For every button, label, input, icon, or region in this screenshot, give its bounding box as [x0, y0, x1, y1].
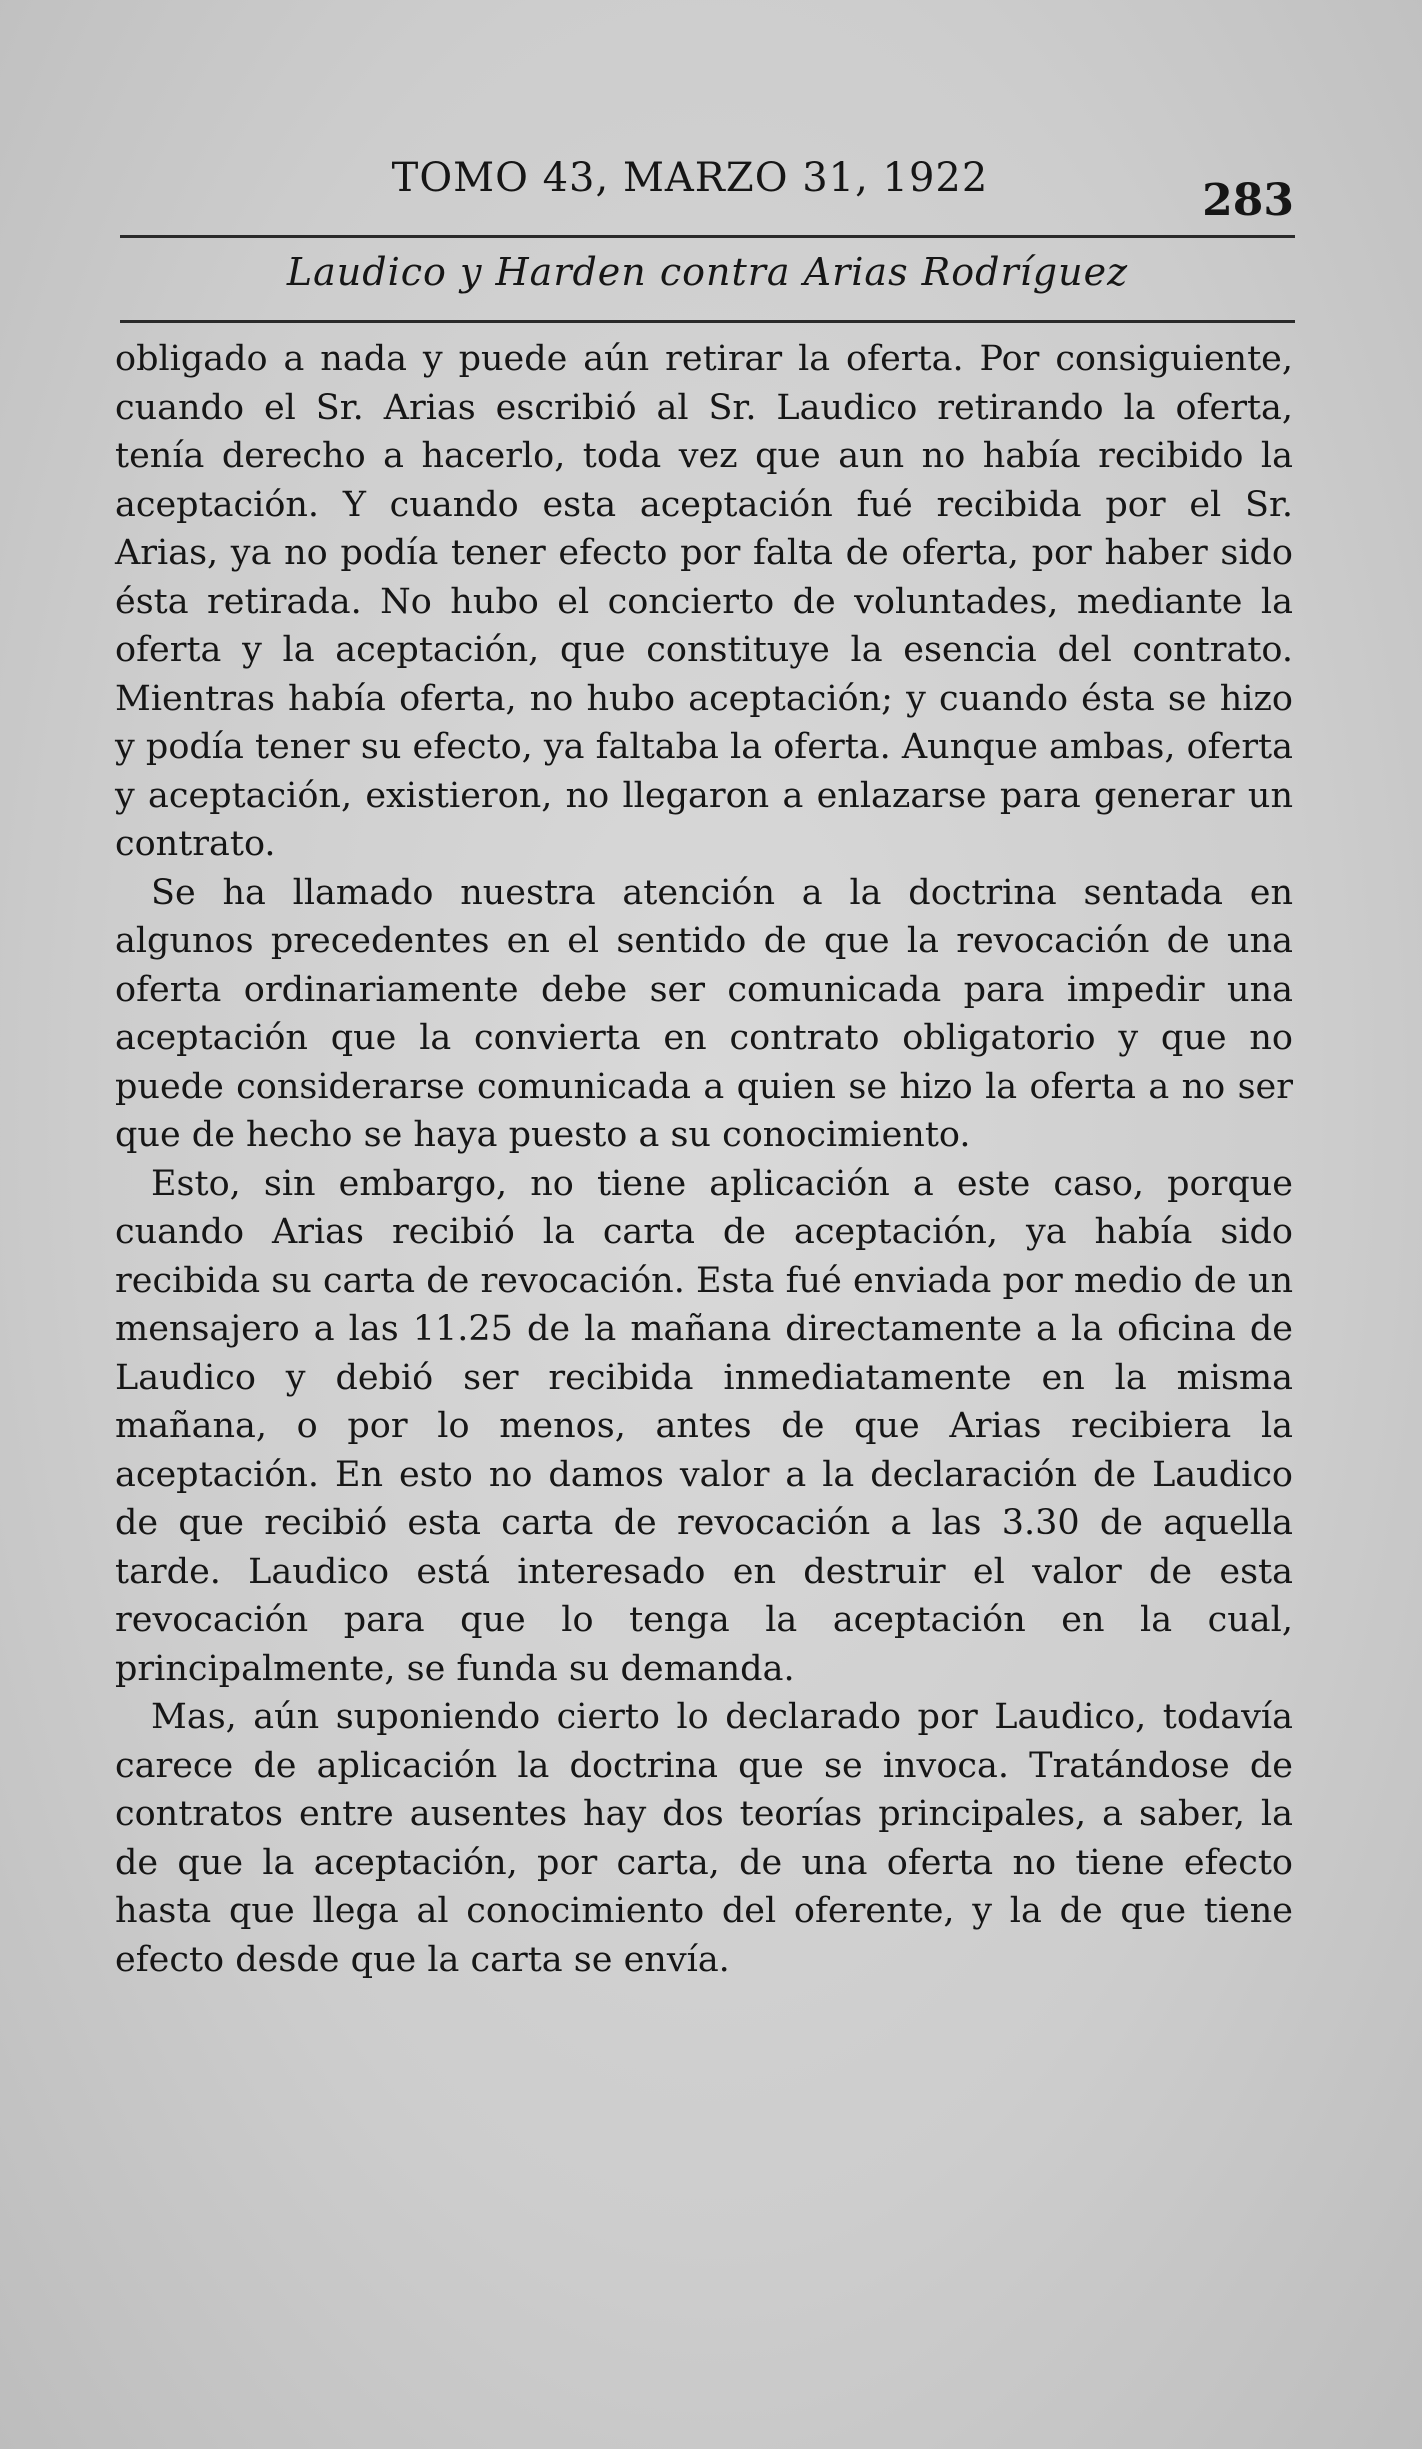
paragraph-3: Esto, sin embargo, no tiene aplicación a este caso, porque cuando Arias recibió la carta de aceptación, ya había sido recibida su carta de revocación. Esta fué enviada por medio de un mensajero a las 11.25 de la mañana directamente a la oficina de Laudico y debió ser recibida inmediatamente en la misma mañana, o por lo menos, antes de que Arias recibiera la aceptación. En esto no damos valor a la declaración de Laudico de que recibió esta carta de revocación a las 3.30 de aquella tarde. Laudico está interesado en destruir el valor de esta revocación para que lo tenga la aceptación en la cual, principalmente, se funda su demanda. — [115, 1163, 1293, 1689]
body-text — [115, 335, 1293, 1984]
paragraph-4: Mas, aún suponiendo cierto lo declarado por Laudico, todavía carece de aplicación la doctrina que se invoca. Tratándose de contratos entre ausentes hay dos teorías principales, a saber, la de que la aceptación, por carta, de una oferta no tiene efecto hasta que llega al conocimiento del oferente, y la de que tiene efecto desde que la carta se envía. — [115, 1697, 1293, 1980]
running-head: TOMO 43, MARZO 31, 1922 — [391, 155, 989, 201]
case-title: Laudico y Harden contra Arias Rodríguez — [286, 250, 1129, 294]
header-rule-bottom — [120, 320, 1295, 323]
header-rule-top — [120, 235, 1295, 238]
paragraph-2: Se ha llamado nuestra atención a la doctrina sentada en algunos precedentes en el sentido de que la revocación de una oferta ordinariamente debe ser comunicada para impedir una aceptación que la convierta en contrato obligatorio y que no puede considerarse comunicada a quien se hizo la oferta a no ser que de hecho se haya puesto a su conocimiento. — [115, 872, 1293, 1155]
paragraph-1: obligado a nada y puede aún retirar la oferta. Por consiguiente, cuando el Sr. Arias escribió al Sr. Laudico retirando la oferta, tenía derecho a hacerlo, toda vez que aun no había recibido la aceptación. Y cuando esta aceptación fué recibida por el Sr. Arias, ya no podía tener efecto por falta de oferta, por haber sido ésta retirada. No hubo el concierto de voluntades, mediante la oferta y la aceptación, que constituye la esencia del contrato. Mientras había oferta, no hubo aceptación; y cuando ésta se hizo y podía tener su efecto, ya faltaba la oferta. Aunque ambas, oferta y aceptación, existieron, no llegaron a enlazarse para generar un contrato. — [115, 339, 1293, 864]
page-number: 283 — [1202, 175, 1294, 226]
